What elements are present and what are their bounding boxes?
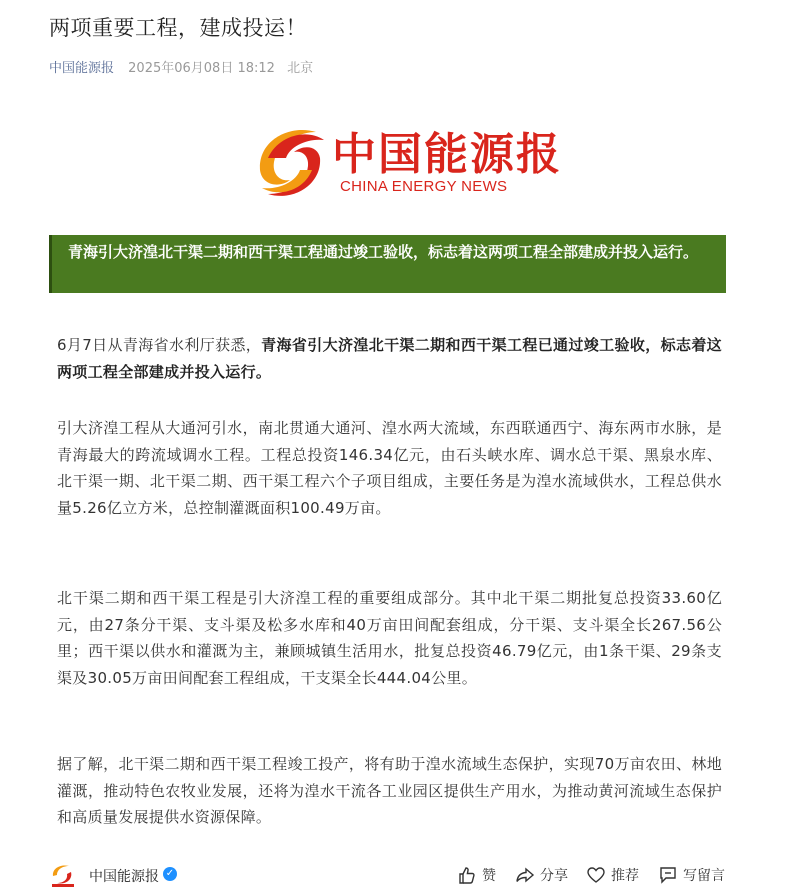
account-name[interactable]: 中国能源报 <box>89 869 159 885</box>
like-button[interactable] <box>457 864 496 886</box>
source-link[interactable]: 中国能源报 <box>49 61 115 76</box>
like-label: 赞 <box>482 868 496 884</box>
comment-button[interactable] <box>658 864 725 886</box>
china-energy-news-logo <box>250 112 562 212</box>
logo-chinese-text: 中国能源报 <box>332 129 562 180</box>
share-label: 分享 <box>540 868 568 884</box>
publish-date: 2025年06月08日 18:12 <box>128 61 275 76</box>
paragraph-1-bold: 青海省引大济湟北干渠二期和西干渠工程已通过竣工验收，标志着这两项工程全部建成并投入运行。 <box>57 336 722 381</box>
share-arrow-icon <box>515 865 535 885</box>
paragraph-2: 引大济湟工程从大通河引水，南北贯通大通河、湟水两大流域，东西联通西宁、海东两市水脉，是青海最大的跨流域调水工程。工程总投资146.34亿元，由石头峡水库、调水总干渠、黑泉水库、北干渠一期、北干渠二期、西干渠工程六个子项目组成，主要任务是为湟水流域供水，工程总供水量5.26亿立方米，总控制灌溉面积100.49万亩。 <box>57 419 722 517</box>
logo-english-text: CHINA ENERGY NEWS <box>340 178 508 195</box>
summary-highlight: 青海引大济湟北干渠二期和西干渠工程通过竣工验收，标志着这两项工程全部建成并投入运行。 <box>49 235 726 293</box>
paragraph-3: 北干渠二期和西干渠工程是引大济湟工程的重要组成部分。其中北干渠二期批复总投资33.60亿元，由27条分干渠、支斗渠及松多水库和40万亩田间配套组成，分干渠、支斗渠全长267.56公里；西干渠以供水和灌溉为主，兼顾城镇生活用水，批复总投资46.79亿元，由1条干渠、29条支渠及30.05万亩田间配套工程组成，干支渠全长444.04公里。 <box>57 589 722 687</box>
paragraph-1 <box>57 332 722 385</box>
paragraph-4: 据了解，北干渠二期和西干渠工程竣工投产，将有助于湟水流域生态保护，实现70万亩农田、林地灌溉，推动特色农牧业发展，还将为湟水干流各工业园区提供生产用水，为推动黄河流域生态保护和高质量发展提供水资源保障。 <box>57 755 722 827</box>
paragraph-1-lead: 6月7日从青海省水利厅获悉， <box>57 336 262 354</box>
publish-location: 北京 <box>287 61 314 76</box>
logo-swirl-icon <box>250 118 330 208</box>
thumbs-up-icon <box>457 865 477 885</box>
comment-label: 写留言 <box>683 868 725 884</box>
recommend-button[interactable] <box>586 864 639 886</box>
heart-icon <box>586 865 606 885</box>
account-avatar[interactable] <box>49 862 77 888</box>
recommend-label: 推荐 <box>611 868 639 884</box>
comment-icon <box>658 865 678 885</box>
article-footer <box>0 852 791 894</box>
verified-check-icon: ✓ <box>163 867 177 881</box>
share-button[interactable] <box>515 864 568 886</box>
article-meta <box>49 57 313 76</box>
article-title: 两项重要工程，建成投运！ <box>49 16 307 40</box>
